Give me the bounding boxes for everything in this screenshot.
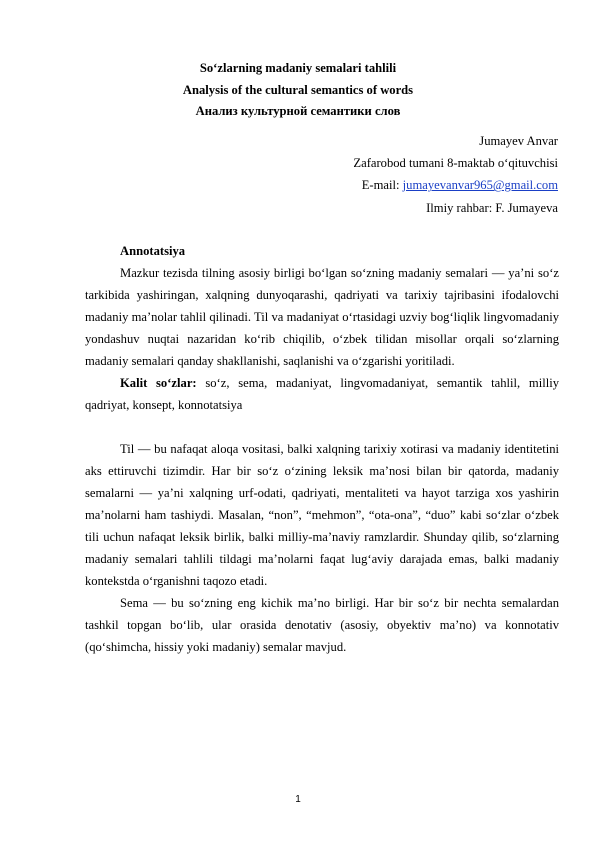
- email-link[interactable]: jumayevanvar965@gmail.com: [402, 178, 558, 193]
- email-label: E-mail:: [361, 178, 403, 193]
- author-name: Jumayev Anvar: [479, 134, 558, 148]
- supervisor: Ilmiy rahbar: F. Jumayeva: [426, 200, 558, 215]
- keywords-paragraph: [85, 372, 559, 416]
- body-paragraph-1: Til — bu nafaqat aloqa vositasi, balki xalqning tarixiy xotirasi va madaniy identitetini aks ettiruvchi tizimdir. Har bir so‘z o‘zining leksik ma’nosi bilan bir qatorda, madaniy semalarni — ya’ni xalqning urf-odati, qadriyati, mentaliteti va hayot tarziga xos yashirin ma’nolarni ham tashiydi. Masalan, “non”, “mehmon”, “ota-ona”, “duo” kabi so‘zlar o‘zbek tili uchun nafaqat leksik birlik, balki milliy-ma’naviy ramzlardir. Shunday qilib, so‘zlarning madaniy semalari tahlili tildagi ma’nolarni faqat lug‘aviy darajada emas, balki madaniy kontekstda o‘rganishni taqozo etadi.: [85, 442, 559, 588]
- title-russian: Анализ культурной семантики слов: [195, 104, 401, 118]
- author-block: [353, 130, 558, 219]
- keywords-label: Kalit so‘zlar:: [120, 376, 197, 390]
- keywords-text: so‘z, sema, madaniyat, lingvomadaniyat, semantik tahlil, milliy qadriyat, konsept, konnotatsiya: [85, 376, 560, 412]
- author-affiliation: Zafarobod tumani 8-maktab o‘qituvchisi: [353, 156, 558, 171]
- title-uzbek: So‘zlarning madaniy semalari tahlili: [199, 61, 397, 75]
- title-english: Analysis of the cultural semantics of words: [182, 82, 414, 97]
- annotation-paragraph: Mazkur tezisda tilning asosiy birligi bo‘lgan so‘zning madaniy semalari — ya’ni so‘z tarkibida yashiringan, xalqning dunyoqarashi, qadriyati va tarixiy tajribasini ifodalovchi madaniy ma’nolar tahlil qilinadi. Til va madaniyat o‘rtasidagi uzviy bog‘liqlik lingvomadaniy yondashuv nuqtai nazaridan ko‘rib chiqilib, o‘zbek tilidan misollar orqali so‘zlarning madaniy semalari qanday shakllanishi, saqlanishi va o‘zgarishi yoritiladi.: [85, 266, 559, 368]
- author-email-line: [353, 174, 558, 196]
- body-text: [85, 240, 559, 658]
- title-block: [0, 58, 596, 123]
- annotation-heading: Annotatsiya: [120, 244, 186, 258]
- paragraph-spacer: [85, 416, 559, 438]
- page-number: 1: [295, 794, 301, 805]
- body-paragraph-2: Sema — bu so‘zning eng kichik ma’no birligi. Har bir so‘z bir nechta semalardan tashkil topgan bo‘lib, ular orasida denotativ (asosiy, obyektiv ma’no) va konnotativ (qo‘shimcha, hissiy yoki madaniy) semalar mavjud.: [85, 596, 559, 654]
